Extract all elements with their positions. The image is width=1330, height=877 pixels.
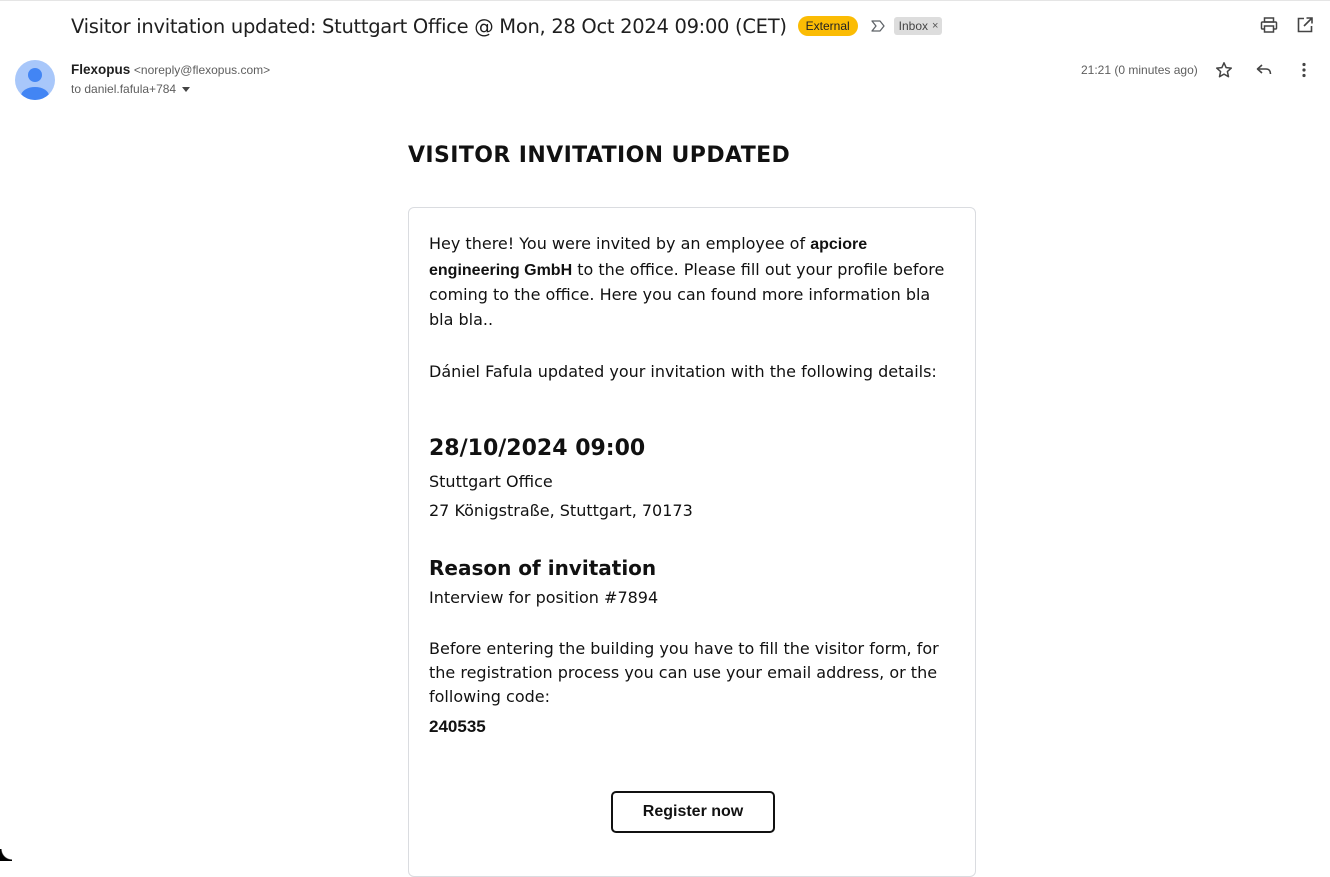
sender-name[interactable]: Flexopus	[71, 62, 131, 77]
sender-block	[71, 61, 270, 96]
invitation-content	[429, 232, 957, 737]
register-now-button[interactable]: Register now	[611, 791, 775, 833]
remove-label-button[interactable]: ×	[932, 20, 939, 32]
update-line: Dániel Fafula updated your invitation with the following details:	[429, 362, 937, 381]
reason-heading: Reason of invitation	[429, 555, 657, 580]
recipient-text: to daniel.fafula+784	[71, 82, 177, 96]
location-address: 27 Königstraße, Stuttgart, 70173	[429, 500, 693, 520]
recipient-line	[71, 82, 270, 96]
more-options-icon[interactable]	[1295, 61, 1313, 79]
window-corner	[0, 849, 12, 861]
reply-icon[interactable]	[1255, 61, 1273, 79]
subject-row	[71, 11, 942, 41]
avatar-icon	[15, 60, 55, 100]
sender-line	[71, 61, 270, 79]
intro-text-start: Hey there! You were invited by an employee of	[429, 234, 811, 253]
registration-code: 240535	[429, 717, 486, 736]
external-label: External	[798, 16, 858, 36]
invitation-card	[408, 207, 976, 877]
email-timestamp: 21:21 (0 minutes ago)	[1081, 63, 1198, 77]
important-marker-icon[interactable]	[870, 18, 886, 34]
inbox-label[interactable]	[894, 17, 943, 35]
intro-text-end: to the office. Please fill out your profile before coming to the office. Here you can found more information bla bla bla..	[429, 259, 945, 329]
company-name: apciore engineering GmbH	[429, 236, 868, 279]
email-heading: VISITOR INVITATION UPDATED	[408, 143, 791, 168]
top-divider	[0, 0, 1330, 1]
avatar[interactable]	[15, 60, 55, 100]
intro-paragraph	[429, 232, 957, 332]
open-in-new-window-icon[interactable]	[1296, 16, 1314, 34]
message-actions	[1215, 61, 1313, 79]
top-actions	[1260, 16, 1314, 34]
invitation-datetime: 28/10/2024 09:00	[429, 435, 646, 461]
reason-text: Interview for position #7894	[429, 587, 659, 607]
instructions-paragraph: Before entering the building you have to fill the visitor form, for the registration process you can use your email address, or the following code:	[429, 639, 939, 706]
print-icon[interactable]	[1260, 16, 1278, 34]
sender-email: <noreply@flexopus.com>	[133, 63, 271, 77]
star-icon[interactable]	[1215, 61, 1233, 79]
email-subject: Visitor invitation updated: Stuttgart Office @ Mon, 28 Oct 2024 09:00 (CET)	[71, 14, 787, 38]
location-name: Stuttgart Office	[429, 471, 553, 491]
chevron-down-icon[interactable]	[182, 87, 190, 92]
inbox-label-text: Inbox	[898, 19, 929, 33]
